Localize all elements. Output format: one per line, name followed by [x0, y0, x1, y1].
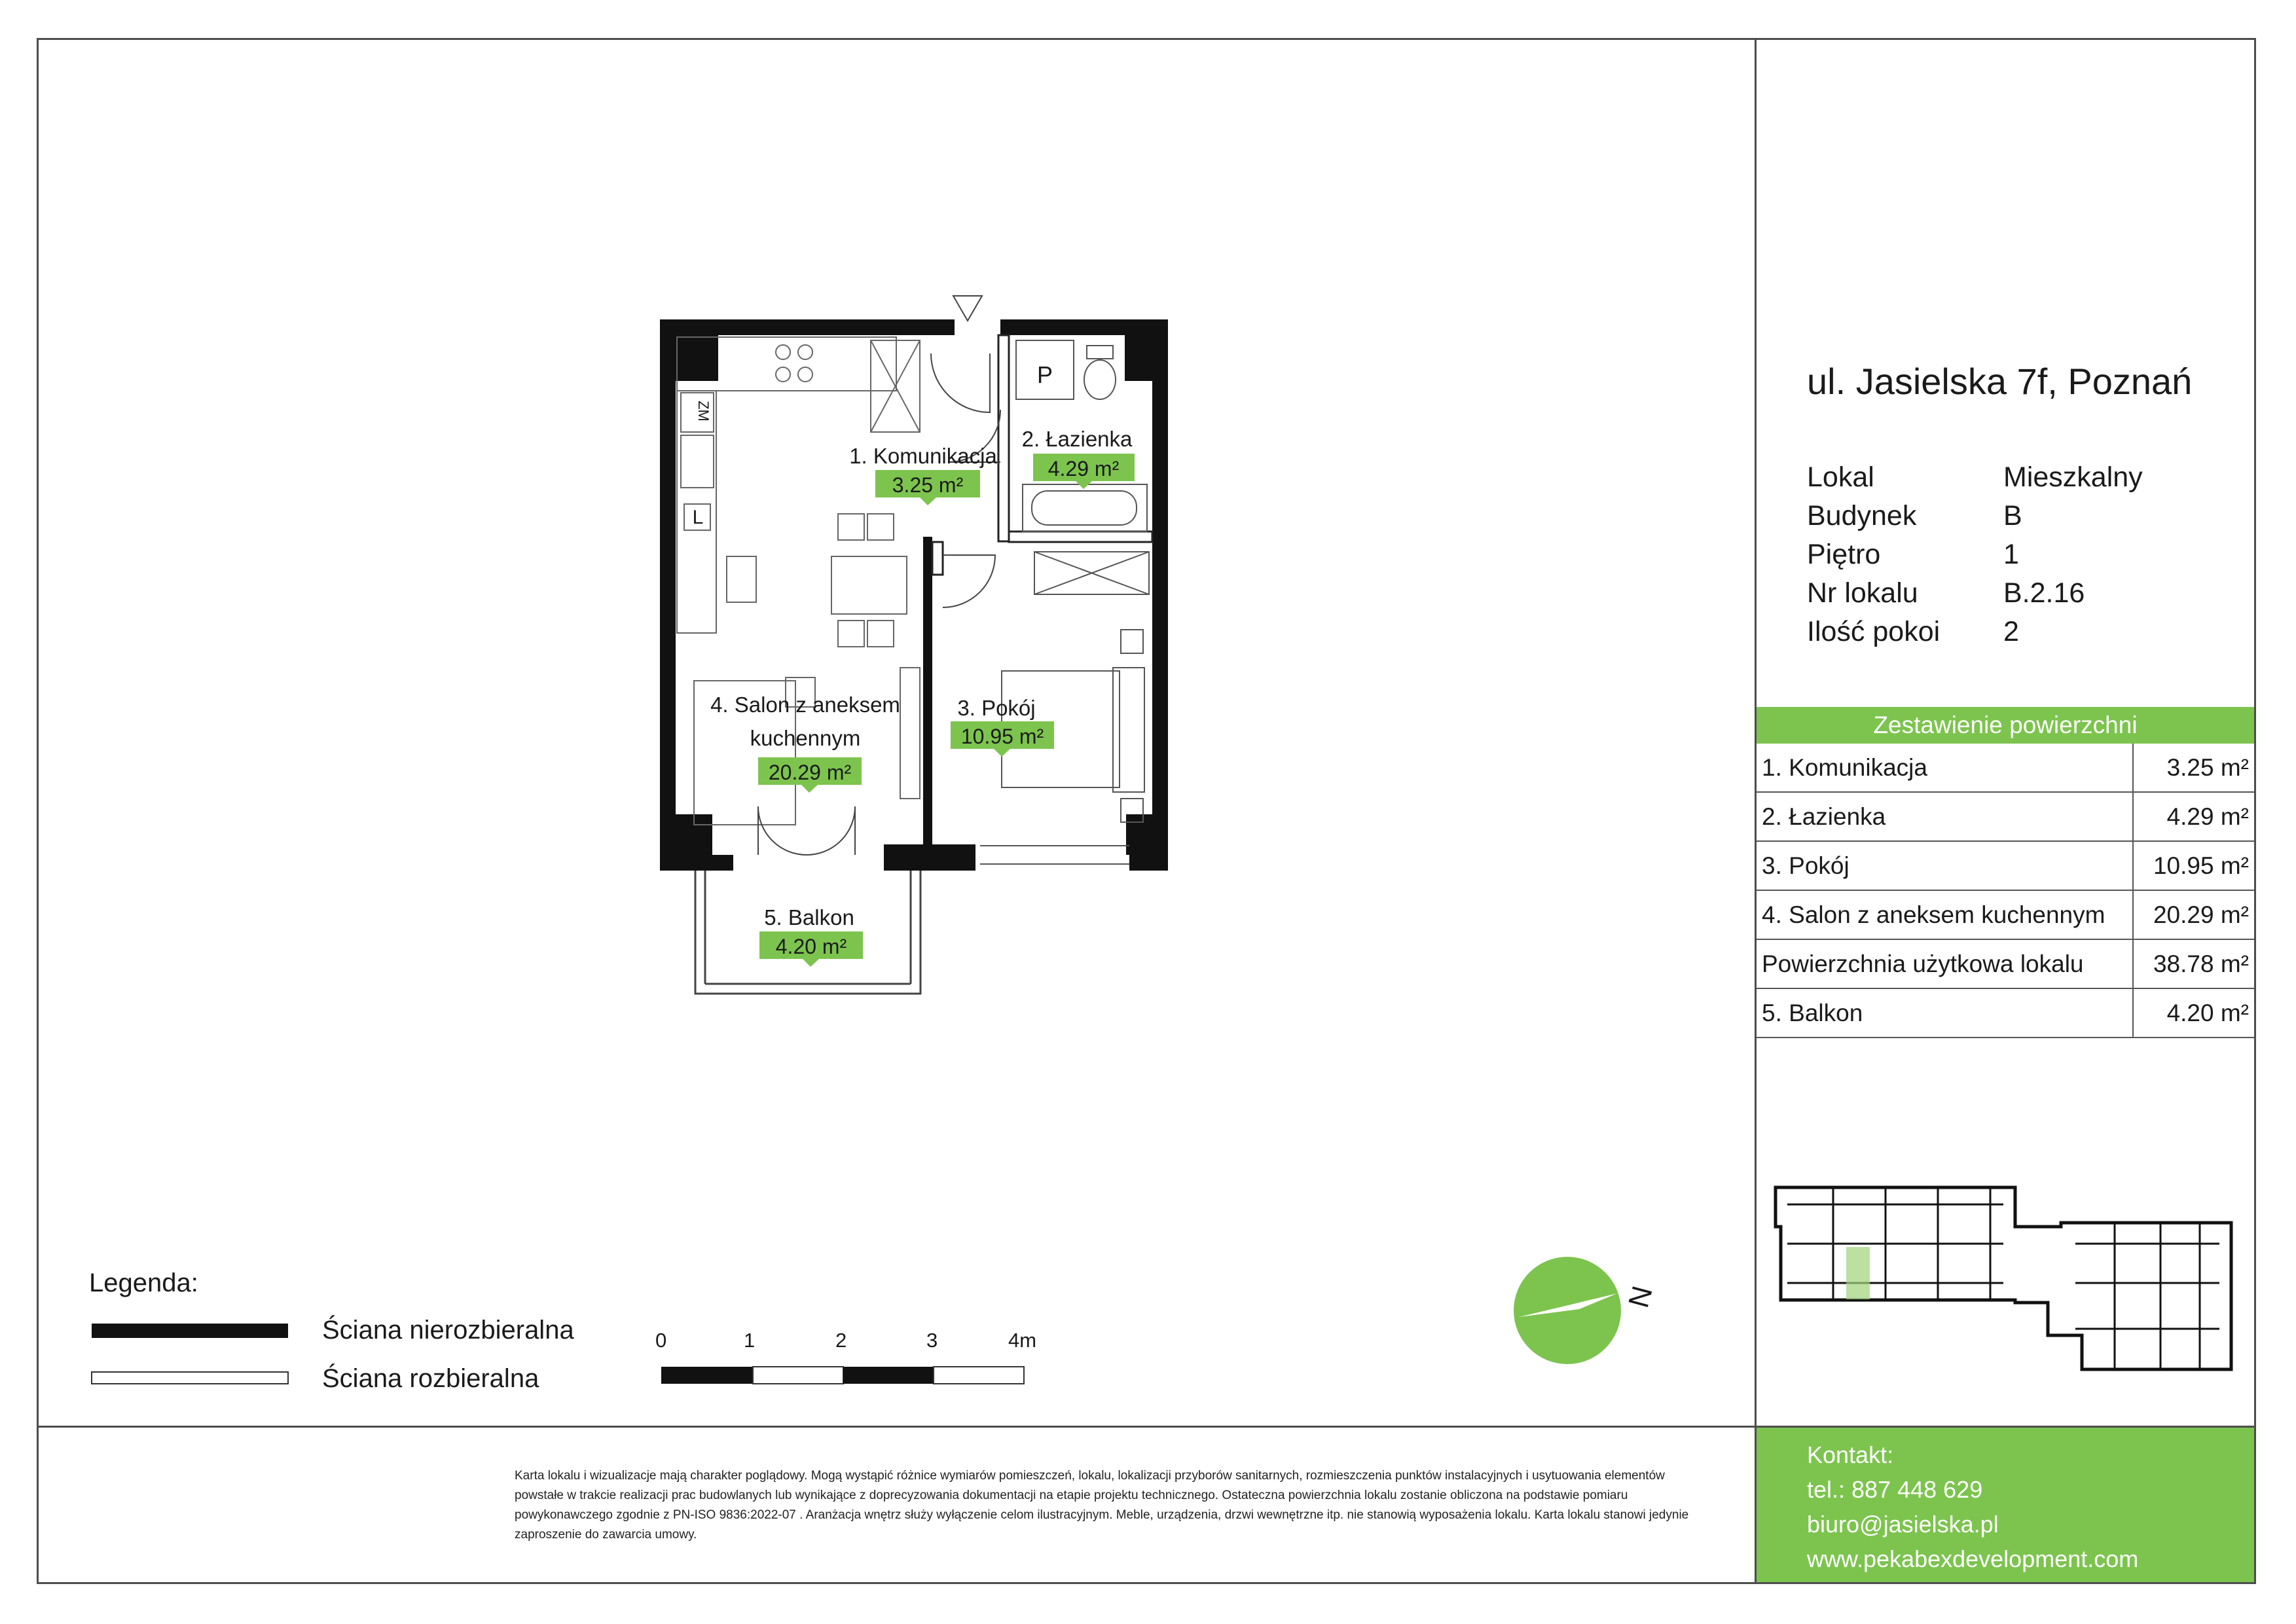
- row-value: 10.95 m²: [2132, 842, 2254, 890]
- scale-label: 0: [655, 1329, 667, 1352]
- row-name: Powierzchnia użytkowa lokalu: [1762, 950, 2084, 977]
- info-row: [1807, 613, 2143, 651]
- row-value: 4.29 m²: [2132, 793, 2254, 840]
- fixture-zm-label: ZM: [695, 401, 712, 422]
- row-value: 20.29 m²: [2132, 891, 2254, 939]
- room-area-lazienka: 4.29 m²: [1048, 457, 1120, 480]
- row-name: 1. Komunikacja: [1762, 753, 1927, 781]
- info-row: [1807, 574, 2143, 613]
- row-value: 4.20 m²: [2132, 989, 2254, 1037]
- room-label-salon-2: kuchennym: [750, 726, 861, 750]
- room-label-pokoj: 3. Pokój: [957, 696, 1036, 720]
- legend-load-bearing-label: Ściana nierozbieralna: [322, 1316, 574, 1344]
- table-row: [1757, 940, 2254, 989]
- scale-label: 1: [744, 1329, 756, 1352]
- unit-info: [1807, 458, 2143, 651]
- info-value: 1: [2003, 539, 2019, 570]
- area-summary-title: Zestawienie powierzchni: [1757, 707, 2254, 744]
- contact-website[interactable]: www.pekabexdevelopment.com: [1807, 1545, 2139, 1572]
- contact-email[interactable]: biuro@jasielska.pl: [1807, 1511, 1999, 1538]
- info-key: Nr lokalu: [1807, 577, 1918, 609]
- legend-partition-label: Ściana rozbieralna: [322, 1364, 539, 1393]
- info-value: Mieszkalny: [2003, 461, 2143, 493]
- room-area-komunikacja: 3.25 m²: [892, 473, 964, 497]
- table-row: [1757, 744, 2254, 793]
- table-row: [1757, 842, 2254, 891]
- room-label-komunikacja: 1. Komunikacja: [849, 444, 997, 468]
- info-row: [1807, 497, 2143, 535]
- room-area-salon: 20.29 m²: [768, 761, 852, 784]
- contact-block: [1807, 1437, 2138, 1576]
- row-name: 4. Salon z aneksem kuchennym: [1762, 901, 2105, 928]
- room-label-salon-1: 4. Salon z aneksem: [710, 693, 900, 717]
- info-key: Budynek: [1807, 500, 1917, 532]
- table-row: [1757, 793, 2254, 842]
- contact-phone[interactable]: tel.: 887 448 629: [1807, 1476, 1983, 1503]
- table-row: [1757, 891, 2254, 940]
- info-row: [1807, 458, 2143, 497]
- scale-label: 2: [835, 1329, 847, 1352]
- info-row: [1807, 535, 2143, 574]
- room-area-pokoj: 10.95 m²: [960, 725, 1044, 748]
- fixture-p-label: P: [1036, 361, 1053, 388]
- contact-title: Kontakt:: [1807, 1441, 1894, 1468]
- legend-load-bearing-swatch: [92, 1324, 288, 1338]
- table-row: [1757, 989, 2254, 1038]
- room-area-balkon: 4.20 m²: [775, 935, 847, 958]
- row-value: 3.25 m²: [2132, 744, 2254, 791]
- address-title: ul. Jasielska 7f, Poznań: [1807, 361, 2193, 402]
- info-value: B.2.16: [2003, 577, 2085, 609]
- fixture-l-label: L: [692, 507, 704, 528]
- info-key: Lokal: [1807, 461, 1874, 493]
- row-name: 5. Balkon: [1762, 999, 1863, 1026]
- legend-title: Legenda:: [89, 1269, 198, 1297]
- row-value: 38.78 m²: [2132, 940, 2254, 988]
- area-summary-table: [1757, 707, 2254, 1038]
- scale-label: 3: [926, 1329, 938, 1352]
- info-value: 2: [2003, 616, 2019, 647]
- info-key: Ilość pokoi: [1807, 616, 1941, 647]
- kitchen-furniture: [677, 337, 920, 825]
- room-label-lazienka: 2. Łazienka: [1021, 427, 1133, 451]
- info-value: B: [2003, 500, 2022, 532]
- legend-partition-swatch: [92, 1372, 288, 1384]
- disclaimer-text: Karta lokalu i wizualizacje mają charakter poglądowy. Mogą wystąpić różnice wymiarów pomieszczeń, lokalu, lokalizacji przyborów sanitarnych, rozmieszczenia punktów instalacyjnych i usytuowania elementów powstałe w trakcie realizacji prac budowlanych lub wynikające z doprecyzowania dokumentacji na etapie projektu technicznego. Ostateczna powierzchnia lokalu zostanie obliczona na podstawie pomiaru powykonawczego zgodnie z PN-ISO 9836:2022-07 . Aranżacja wnętrz służy wyłączenie celom ilustracyjnym. Meble, urządzenia, drzwi wewnętrzne itp. nie stanowią wyposażenia lokalu. Karta lokalu stanowi jedynie zaproszenie do zawarcia umowy.: [515, 1469, 1689, 1542]
- row-name: 3. Pokój: [1762, 852, 1850, 879]
- scale-bar: [661, 1367, 1024, 1384]
- info-key: Piętro: [1807, 539, 1881, 570]
- key-plan: [1776, 1187, 2231, 1369]
- key-plan-highlight: [1846, 1247, 1870, 1299]
- room-label-balkon: 5. Balkon: [764, 905, 854, 929]
- scale-label: 4m: [1008, 1329, 1037, 1352]
- compass-north-label: N: [1622, 1282, 1659, 1311]
- row-name: 2. Łazienka: [1762, 803, 1886, 830]
